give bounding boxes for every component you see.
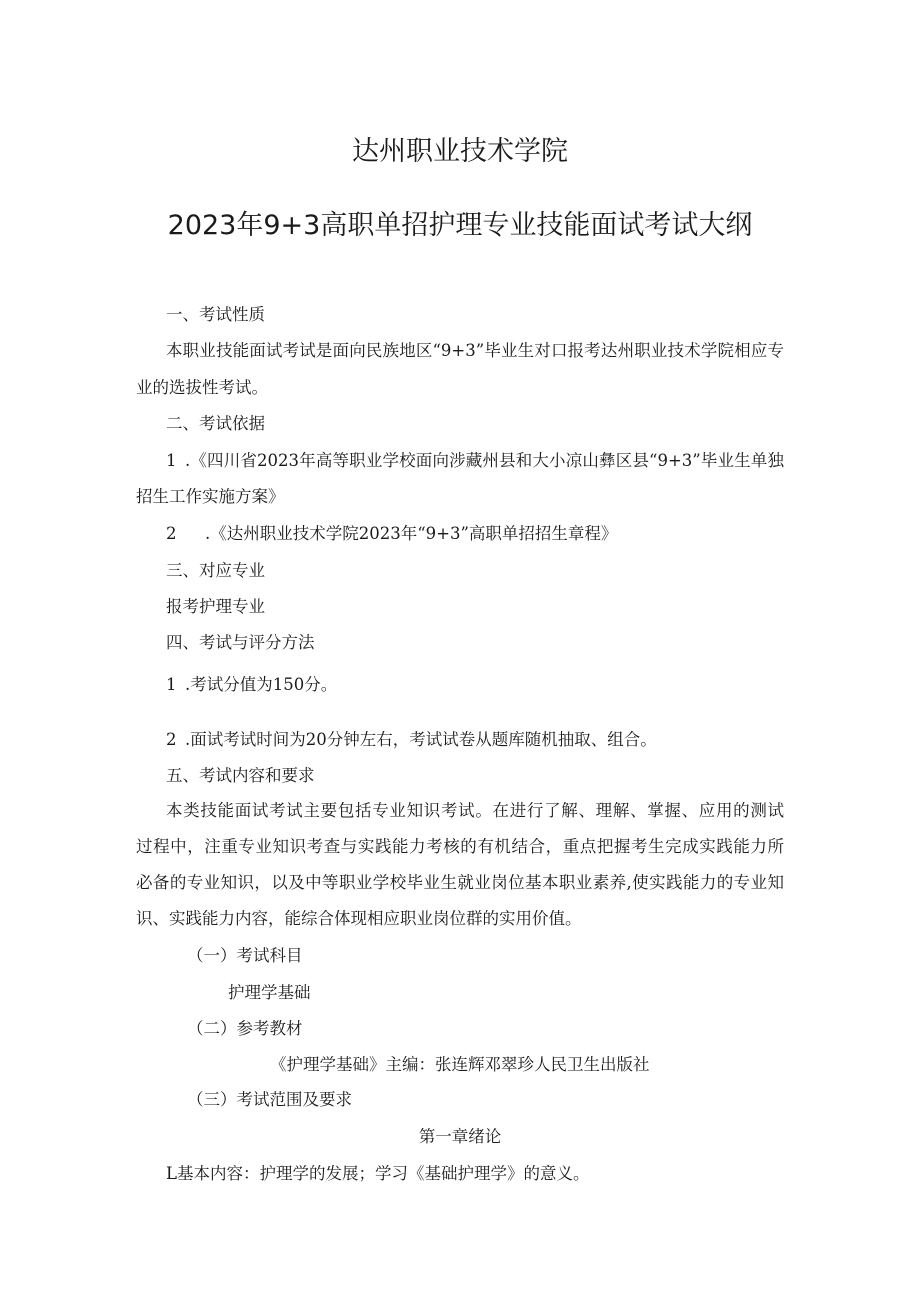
subsection-heading-textbook: （二）参考教材 — [187, 1019, 303, 1038]
list-number: 1 — [166, 451, 177, 470]
paragraph-exam-nature-line2: 业的选拔性考试。 — [136, 378, 268, 397]
list-number: 2 — [166, 524, 177, 543]
list-number: 1 — [166, 675, 177, 694]
paragraph-content-line4: 识、实践能力内容，能综合体现相应职业岗位群的实用价值。 — [136, 909, 582, 928]
section-heading-content: 五、考试内容和要求 — [166, 766, 315, 785]
list-item-scoring-2: .面试考试时间为20分钟左右，考试试卷从题库随机抽取、组合。 — [185, 730, 657, 749]
document-title-institution: 达州职业技术学院 — [352, 136, 568, 167]
section-heading-scoring: 四、考试与评分方法 — [166, 633, 315, 652]
paragraph-subject: 护理学基础 — [228, 983, 311, 1002]
section-heading-exam-nature: 一、考试性质 — [166, 305, 265, 324]
section-heading-major: 三、对应专业 — [166, 561, 265, 580]
list-number: 2 — [166, 730, 177, 749]
paragraph-content-line3: 必备的专业知识，以及中等职业学校毕业生就业岗位基本职业素养,使实践能力的专业知 — [136, 873, 784, 892]
chapter-content-line1: L基本内容：护理学的发展；学习《基础护理学》的意义。 — [166, 1164, 590, 1183]
list-item-basis-2: .《达州职业技术学院2023年“9+3”高职单招招生章程》 — [205, 524, 618, 543]
paragraph-textbook: 《护理学基础》主编：张连辉邓翠珍人民卫生出版社 — [270, 1055, 650, 1074]
paragraph-major: 报考护理专业 — [166, 597, 265, 616]
list-item-scoring-1: .考试分值为150分。 — [185, 675, 338, 694]
chapter-title: 第一章绪论 — [418, 1127, 502, 1146]
list-item-basis-1-line1: .《四川省2023年高等职业学校面向涉藏州县和大小凉山彝区县“9+3”毕业生单独 — [185, 451, 784, 470]
subsection-heading-subject: （一）考试科目 — [187, 946, 303, 965]
section-heading-exam-basis: 二、考试依据 — [166, 414, 265, 433]
document-title-main: 2023年9+3高职单招护理专业技能面试考试大纲 — [167, 210, 753, 241]
list-item-basis-1-line2: 招生工作实施方案》 — [136, 487, 285, 506]
paragraph-exam-nature-line1: 本职业技能面试考试是面向民族地区“9+3”毕业生对口报考达州职业技术学院相应专 — [166, 341, 784, 360]
paragraph-content-line2: 过程中，注重专业知识考查与实践能力考核的有机结合，重点把握考生完成实践能力所 — [136, 837, 784, 856]
paragraph-content-line1: 本类技能面试考试主要包括专业知识考试。在进行了解、理解、掌握、应用的测试 — [166, 801, 784, 820]
subsection-heading-scope: （三）考试范围及要求 — [187, 1090, 352, 1109]
